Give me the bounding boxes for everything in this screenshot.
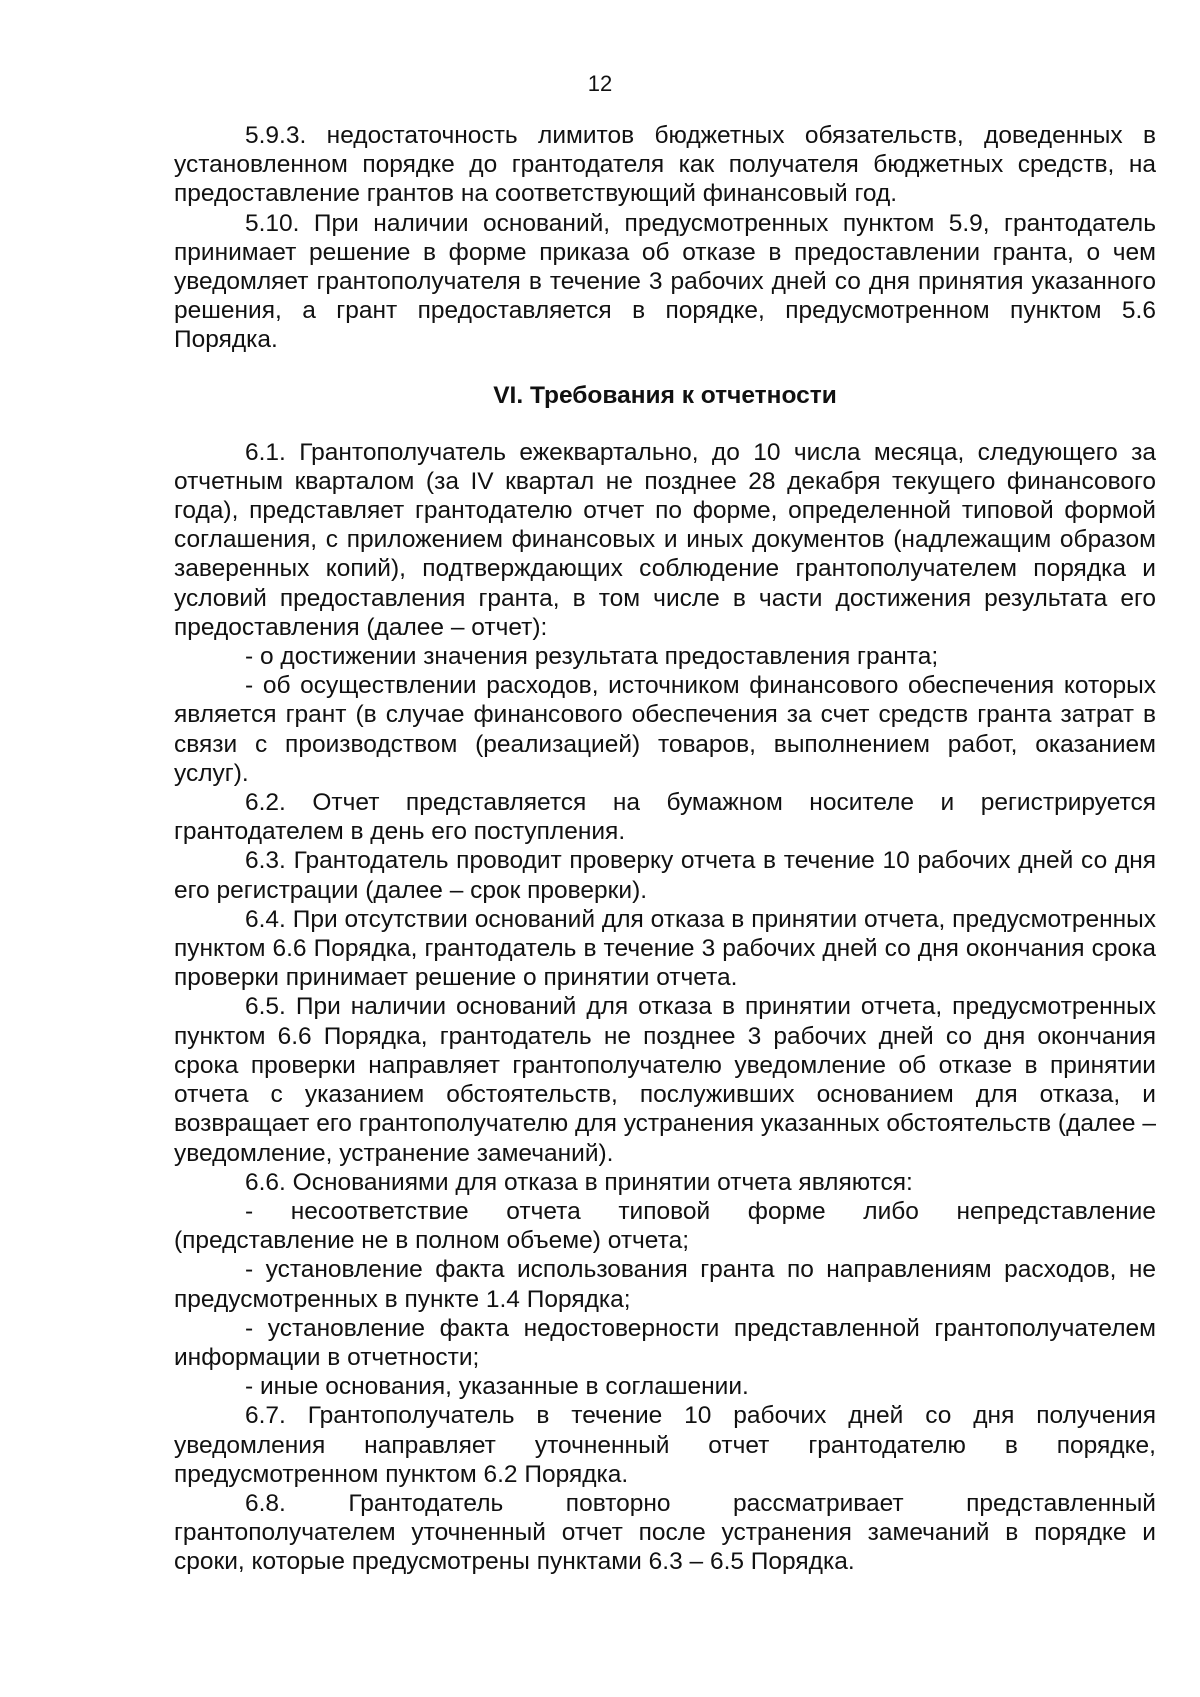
paragraph-6-6: 6.6. Основаниями для отказа в принятии отчета являются: [245,1168,913,1196]
list-item-nonconformity: - несоответствие отчета типовой форме либо непредставление (представление не в полном объеме) отчета; [174,1197,1156,1255]
list-item-result: - о достижении значения результата предоставления гранта; [245,643,939,671]
paragraph-6-5: 6.5. При наличии оснований для отказа в принятии отчета, предусмотренных пунктом 6.6 Порядка, грантодатель не позднее 3 рабочих дней со дня окончания срока проверки направляет грантополучателю уведомление об отказе в принятии отчета с указанием обстоятельств, послуживших основанием для отказа, и возвращает его грантополучателю для устранения указанных обстоятельств (далее – уведомление, устранение замечаний). [174,993,1156,1167]
list-item-expenses: - об осуществлении расходов, источником финансового обеспечения которых является грант (в случае финансового обеспечения за счет средств гранта затрат в связи с производством (реализацией) товаров, выполнением работ, оказанием услуг). [174,672,1156,787]
paragraph-6-8: 6.8. Грантодатель повторно рассматривает представленный грантополучателем уточненный отчет после устранения замечаний в порядке и сроки, которые предусмотрены пунктами 6.3 – 6.5 Порядка. [174,1489,1156,1576]
list-item-misuse: - установление факта использования гранта по направлениям расходов, не предусмотренных в пункте 1.4 Порядка; [174,1256,1156,1313]
list-item-other-grounds: - иные основания, указанные в соглашении. [245,1373,749,1401]
list-item-inaccuracy: - установление факта недостоверности представленной грантополучателем информации в отчетности; [174,1314,1156,1371]
paragraph-5-9-3: 5.9.3. недостаточность лимитов бюджетных обязательств, доведенных в установленном порядке до грантодателя как получателя бюджетных средств, на предоставление грантов на соответствующий финансовый год. [174,122,1156,208]
paragraph-6-1: 6.1. Грантополучатель ежеквартально, до 10 числа месяца, следующего за отчетным кварталом (за IV квартал не позднее 28 декабря текущего финансового года), представляет грантодателю отчет по форме, определенной типовой формой соглашения, с приложением финансовых и иных документов (надлежащим образом заверенных копий), подтверждающих соблюдение грантополучателем порядка и условий предоставления гранта, в том числе в части достижения результата его предоставления (далее – отчет): [174,438,1156,641]
paragraph-6-7: 6.7. Грантополучатель в течение 10 рабочих дней со дня получения уведомления направляет уточненный отчет грантодателю в порядке, предусмотренном пунктом 6.2 Порядка. [174,1402,1156,1488]
paragraph-5-10: 5.10. При наличии оснований, предусмотренных пунктом 5.9, грантодатель принимает решение в форме приказа об отказе в предоставлении гранта, о чем уведомляет грантополучателя в течение 3 рабочих дней со дня принятия указанного решения, а грант предоставляется в порядке, предусмотренном пунктом 5.6 Порядка. [174,209,1156,354]
paragraph-6-3: 6.3. Грантодатель проводит проверку отчета в течение 10 рабочих дней со дня его регистрации (далее – срок проверки). [174,847,1156,904]
section-title: VI. Требования к отчетности [493,381,837,409]
page-number: 12 [587,71,613,96]
paragraph-6-4: 6.4. При отсутствии оснований для отказа в принятии отчета, предусмотренных пунктом 6.6 Порядка, грантодатель в течение 3 рабочих дней со дня окончания срока проверки принимает решение о принятии отчета. [174,905,1156,992]
paragraph-6-2: 6.2. Отчет представляется на бумажном носителе и регистрируется грантодателем в день его поступления. [174,789,1156,846]
document-body [174,121,1156,1577]
